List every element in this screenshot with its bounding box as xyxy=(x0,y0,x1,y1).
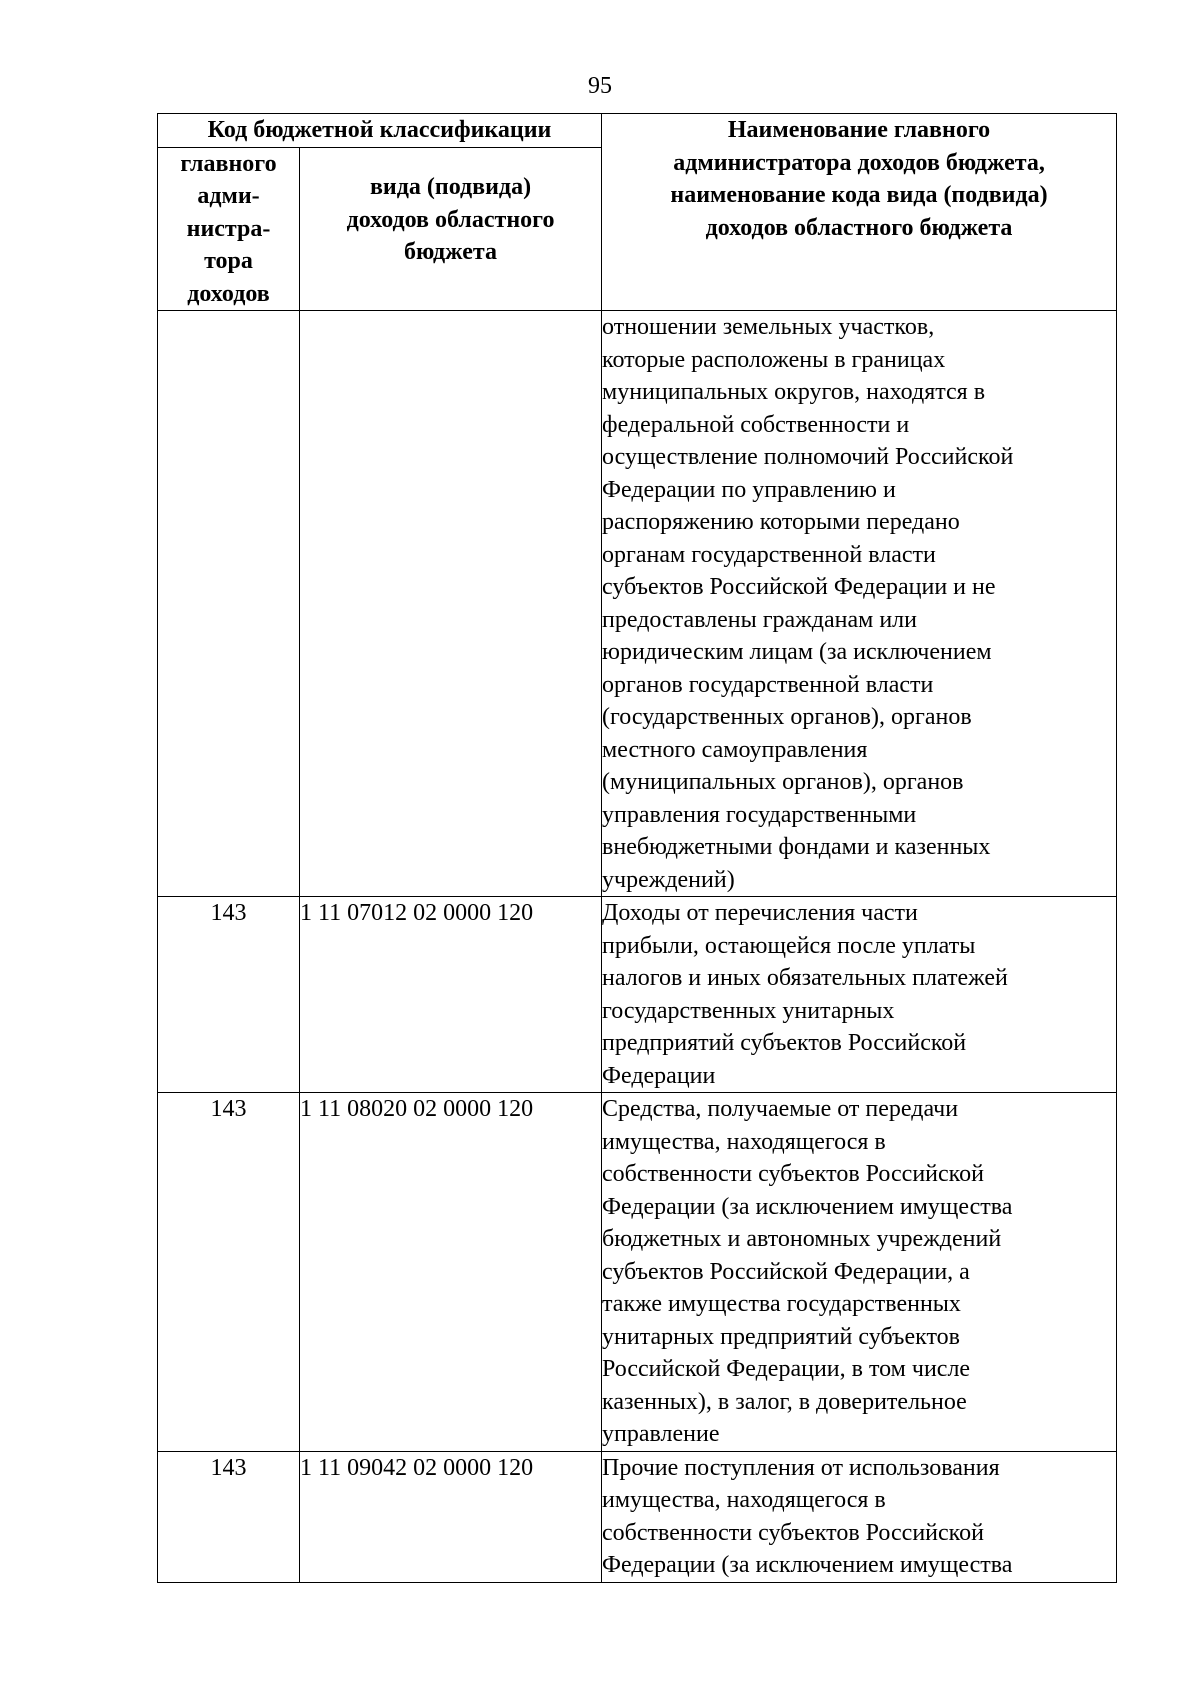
description-line: казенных), в залог, в доверительное xyxy=(602,1388,967,1415)
description-line: отношении земельных участков, xyxy=(602,314,935,340)
admin-code-cell: 143 xyxy=(158,897,300,1093)
description-line: Доходы от перечисления части xyxy=(602,900,918,926)
description-line: Средства, получаемые от передачи xyxy=(602,1096,959,1122)
header-admin-line: тора xyxy=(204,248,253,274)
description-line: осуществление полномочий Российской xyxy=(602,444,1014,470)
header-budget-classification-code: Код бюджетной классификации xyxy=(158,114,602,148)
description-line: субъектов Российской Федерации и не xyxy=(602,574,996,600)
description-line: Федерации (за исключением имущества xyxy=(602,1193,1013,1220)
description-line: органам государственной власти xyxy=(602,541,936,568)
header-name-line: доходов областного бюджета xyxy=(705,214,1013,241)
admin-code-cell: 143 xyxy=(158,1451,300,1582)
description-line: органов государственной власти xyxy=(602,671,934,698)
description-line: местного самоуправления xyxy=(602,736,868,763)
description-line: имущества, находящегося в xyxy=(602,1487,886,1513)
description-line: Российской Федерации, в том числе xyxy=(602,1356,971,1382)
page-number: 95 xyxy=(588,73,612,99)
admin-code-cell xyxy=(158,311,300,897)
header-admin-line: главного xyxy=(180,150,277,177)
income-code-cell: 1 11 09042 02 0000 120 xyxy=(300,1451,602,1582)
description-cell xyxy=(602,1451,1117,1582)
header-name-line: администратора доходов бюджета, xyxy=(673,149,1045,176)
description-line: Федерации xyxy=(602,1062,716,1089)
header-code-line: бюджета xyxy=(404,239,497,265)
header-code-column xyxy=(300,147,602,311)
description-line: юридическим лицам (за исключением xyxy=(602,639,992,665)
description-line: имущества, находящегося в xyxy=(602,1128,886,1155)
description-line: муниципальных округов, находятся в xyxy=(602,379,986,405)
description-line: налогов и иных обязательных платежей xyxy=(602,965,1008,991)
budget-classification-table xyxy=(157,113,1117,1583)
description-line: Федерации (за исключением имущества xyxy=(602,1552,1013,1578)
table-row xyxy=(158,1093,1117,1452)
description-line: управления государственными xyxy=(602,801,917,828)
income-code-cell: 1 11 08020 02 0000 120 xyxy=(300,1093,602,1452)
description-line: федеральной собственности и xyxy=(602,411,910,438)
description-line: бюджетных и автономных учреждений xyxy=(602,1226,1002,1252)
description-cell xyxy=(602,311,1117,897)
header-admin-line: нистра- xyxy=(186,215,271,242)
description-line: унитарных предприятий субъектов xyxy=(602,1323,960,1350)
description-line: которые расположены в границах xyxy=(602,346,946,373)
table-row xyxy=(158,311,1117,897)
description-line: учреждений) xyxy=(602,866,735,893)
description-cell xyxy=(602,897,1117,1093)
header-admin-line: доходов xyxy=(187,280,270,307)
description-line: предприятий субъектов Российской xyxy=(602,1030,967,1056)
description-line: собственности субъектов Российской xyxy=(602,1519,984,1546)
admin-code-cell: 143 xyxy=(158,1093,300,1452)
description-cell xyxy=(602,1093,1117,1452)
description-line: Федерации по управлению и xyxy=(602,476,896,503)
header-name-line: наименование кода вида (подвида) xyxy=(670,182,1048,208)
description-line: прибыли, остающейся после уплаты xyxy=(602,932,976,959)
header-admin-column xyxy=(158,147,300,311)
income-code-cell xyxy=(300,311,602,897)
description-line: собственности субъектов Российской xyxy=(602,1161,984,1187)
description-line: предоставлены гражданам или xyxy=(602,606,917,633)
header-row-group xyxy=(158,114,1117,148)
description-line: субъектов Российской Федерации, а xyxy=(602,1258,970,1285)
description-line: также имущества государственных xyxy=(602,1291,961,1317)
description-line: внебюджетными фондами и казенных xyxy=(602,834,991,860)
description-line: управление xyxy=(602,1421,720,1447)
description-line: Прочие поступления от использования xyxy=(602,1454,1000,1481)
description-line: (государственных органов), органов xyxy=(602,704,972,730)
income-code-cell: 1 11 07012 02 0000 120 xyxy=(300,897,602,1093)
table-row xyxy=(158,1451,1117,1582)
description-line: распоряжению которыми передано xyxy=(602,509,960,535)
header-code-line: доходов областного xyxy=(346,206,555,233)
header-name-column xyxy=(602,114,1117,311)
header-admin-line: адми- xyxy=(197,183,260,209)
description-line: государственных унитарных xyxy=(602,997,895,1024)
description-line: (муниципальных органов), органов xyxy=(602,769,964,795)
table-row xyxy=(158,897,1117,1093)
header-code-line: вида (подвида) xyxy=(369,174,532,200)
header-name-line: Наименование главного xyxy=(727,117,991,143)
